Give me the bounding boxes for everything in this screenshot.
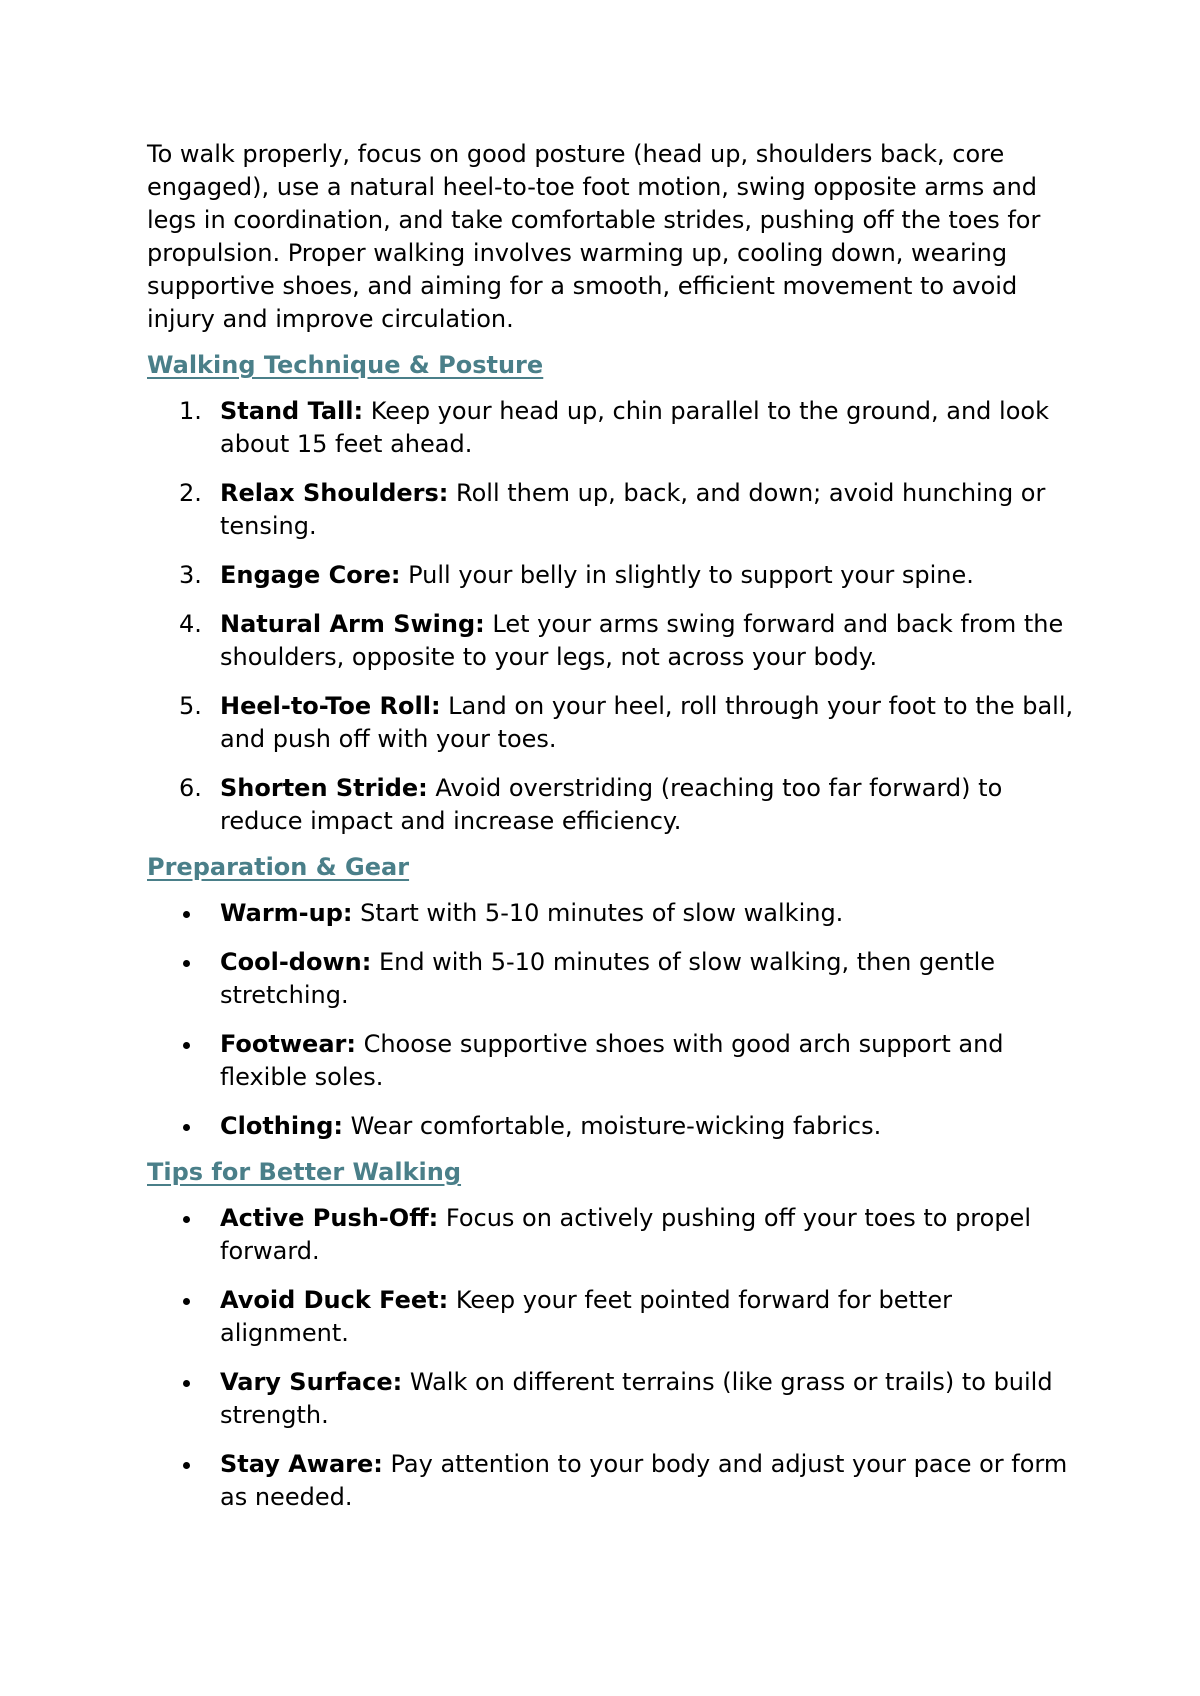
document-page	[147, 138, 1077, 1514]
item-term: Clothing:	[220, 1112, 343, 1140]
item-term: Footwear:	[220, 1030, 356, 1058]
list-item	[147, 1028, 1077, 1094]
list-number: 4.	[179, 610, 202, 638]
tips-list	[147, 1202, 1077, 1514]
item-text: Let your arms swing forward and back from the shoulders, opposite to your legs, not across your body.	[220, 610, 1064, 671]
section-heading-preparation[interactable]	[147, 851, 1077, 884]
section-heading-tips[interactable]	[147, 1156, 1077, 1189]
list-item	[147, 1448, 1077, 1514]
item-text: Wear comfortable, moisture-wicking fabrics.	[342, 1112, 882, 1140]
item-text: Walk on different terrains (like grass or trails) to build strength.	[220, 1368, 1053, 1429]
section-heading-link[interactable]: Preparation & Gear	[147, 853, 410, 881]
list-number: 6.	[179, 774, 202, 802]
item-text: Pull your belly in slightly to support your spine.	[400, 561, 974, 589]
bullet-icon	[183, 1298, 190, 1305]
item-term: Active Push-Off:	[220, 1204, 439, 1232]
list-item	[147, 1110, 1077, 1143]
item-text: Keep your feet pointed forward for better alignment.	[220, 1286, 952, 1347]
bullet-icon	[183, 911, 190, 918]
list-item	[147, 1284, 1077, 1350]
item-text: Land on your heel, roll through your foot to the ball, and push off with your toes.	[220, 692, 1074, 753]
item-term: Warm-up:	[220, 899, 353, 927]
bullet-icon	[183, 1462, 190, 1469]
item-text: Avoid overstriding (reaching too far forward) to reduce impact and increase efficiency.	[220, 774, 1003, 835]
list-item	[147, 897, 1077, 930]
list-number: 2.	[179, 479, 202, 507]
section-heading-link[interactable]: Tips for Better Walking	[147, 1158, 462, 1186]
list-item	[147, 690, 1077, 756]
item-term: Shorten Stride:	[220, 774, 428, 802]
list-item	[147, 395, 1077, 461]
list-item	[147, 477, 1077, 543]
item-term: Heel-to-Toe Roll:	[220, 692, 441, 720]
preparation-list	[147, 897, 1077, 1143]
item-term: Natural Arm Swing:	[220, 610, 485, 638]
list-item	[147, 559, 1077, 592]
list-item	[147, 608, 1077, 674]
list-item	[147, 772, 1077, 838]
item-term: Stay Aware:	[220, 1450, 383, 1478]
bullet-icon	[183, 1216, 190, 1223]
item-term: Vary Surface:	[220, 1368, 403, 1396]
item-text: Choose supportive shoes with good arch support and flexible soles.	[220, 1030, 1004, 1091]
section-heading-link[interactable]: Walking Technique & Posture	[147, 351, 544, 379]
list-number: 5.	[179, 692, 202, 720]
list-item	[147, 946, 1077, 1012]
list-number: 3.	[179, 561, 202, 589]
bullet-icon	[183, 1124, 190, 1131]
item-text: Keep your head up, chin parallel to the ground, and look about 15 feet ahead.	[220, 397, 1049, 458]
list-item	[147, 1366, 1077, 1432]
item-text: Pay attention to your body and adjust your pace or form as needed.	[220, 1450, 1068, 1511]
technique-list	[147, 395, 1077, 838]
item-text: Roll them up, back, and down; avoid hunching or tensing.	[220, 479, 1046, 540]
bullet-icon	[183, 1042, 190, 1049]
bullet-icon	[183, 1380, 190, 1387]
list-number: 1.	[179, 397, 202, 425]
item-text: End with 5-10 minutes of slow walking, then gentle stretching.	[220, 948, 996, 1009]
item-text: Focus on actively pushing off your toes to propel forward.	[220, 1204, 1031, 1265]
item-term: Relax Shoulders:	[220, 479, 449, 507]
intro-paragraph: To walk properly, focus on good posture (head up, shoulders back, core engaged), use a natural heel-to-toe foot motion, swing opposite arms and legs in coordination, and take comfortable strides, pushing off the toes for propulsion. Proper walking involves warming up, cooling down, wearing supportive shoes, and aiming for a smooth, efficient movement to avoid injury and improve circulation.	[147, 140, 1041, 333]
item-term: Cool-down:	[220, 948, 372, 976]
item-term: Stand Tall:	[220, 397, 364, 425]
item-term: Avoid Duck Feet:	[220, 1286, 449, 1314]
list-item	[147, 1202, 1077, 1268]
item-term: Engage Core:	[220, 561, 401, 589]
bullet-icon	[183, 960, 190, 967]
item-text: Start with 5-10 minutes of slow walking.	[352, 899, 844, 927]
section-heading-technique[interactable]	[147, 349, 1077, 382]
